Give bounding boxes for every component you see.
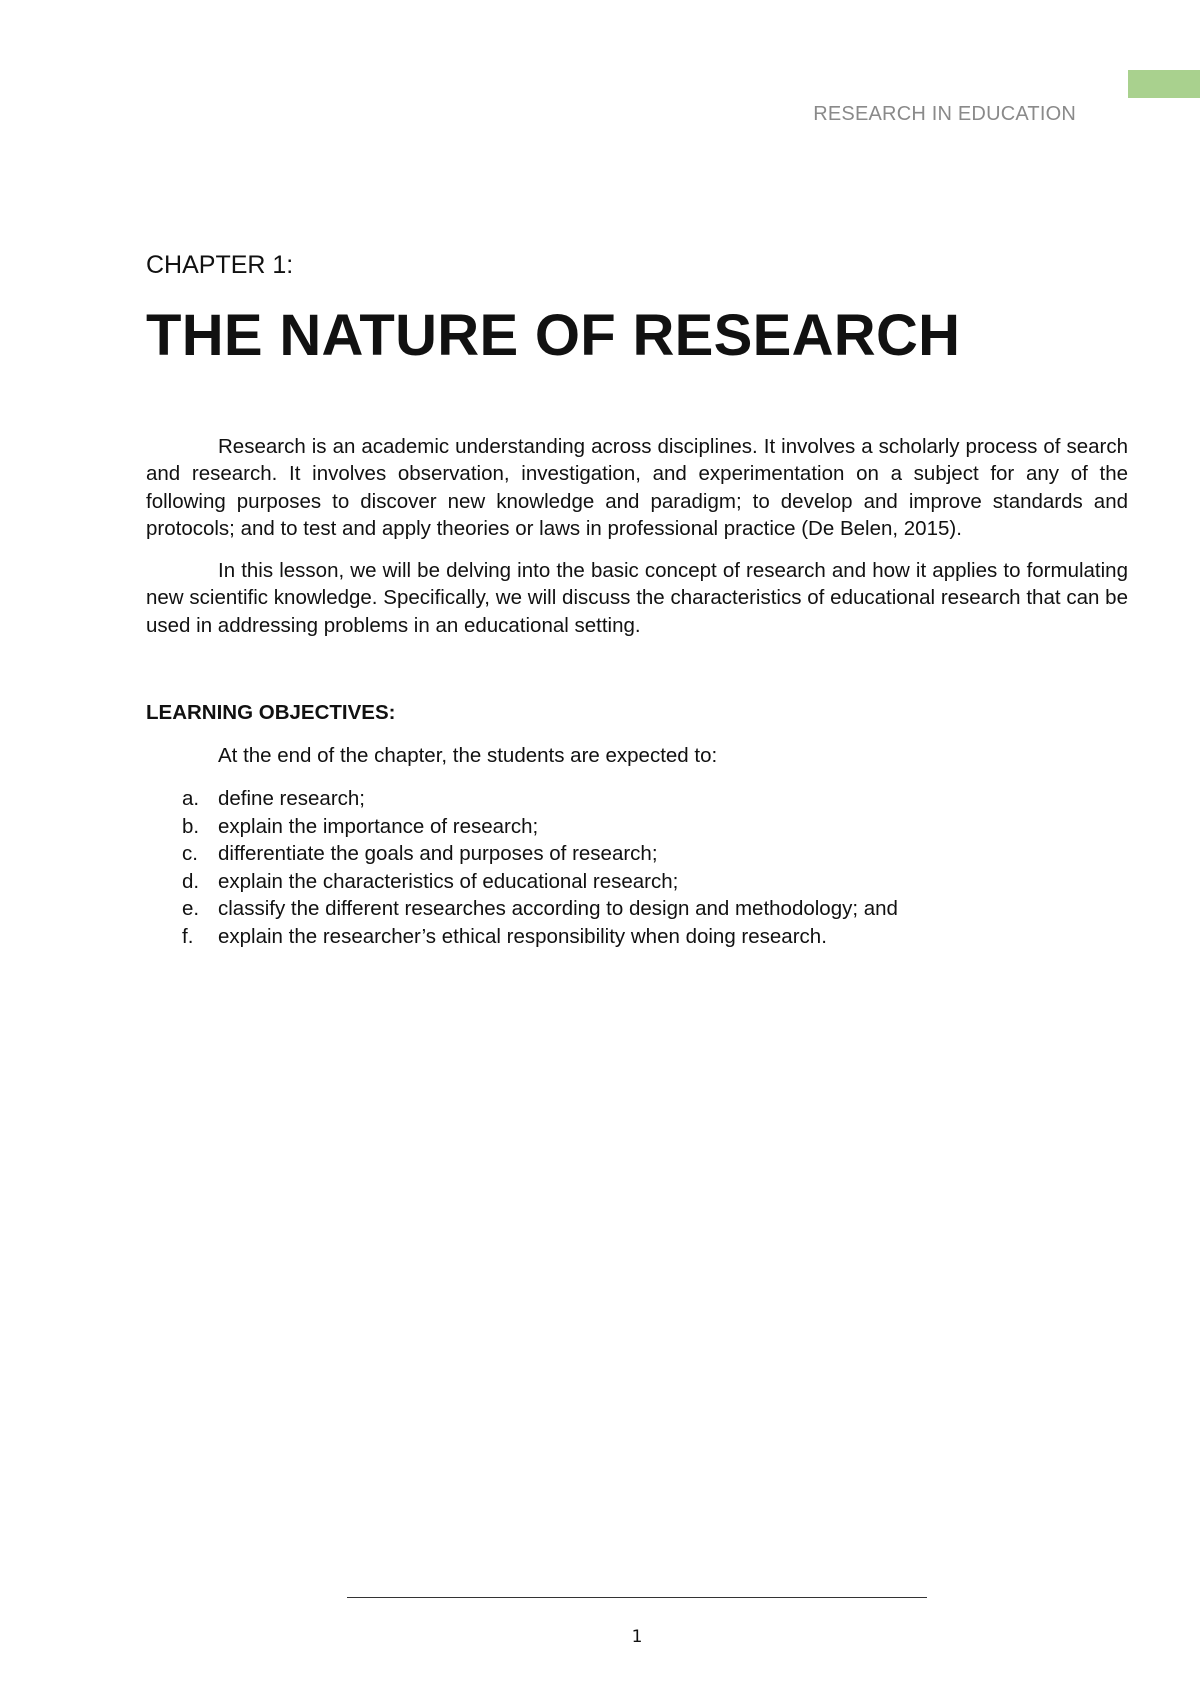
intro-paragraph: Research is an academic understanding across disciplines. It involves a scholarly process of search and research. It involves observation, investigation, and experimentation on a subject for any of the following purposes to discover new knowledge and paradigm; to develop and improve standards and protocols; and to test and apply theories or laws in professional practice (De Belen, 2015). [146, 434, 1128, 541]
page-number: 1 [631, 1627, 643, 1647]
list-item [146, 813, 1128, 841]
page-content [146, 250, 1128, 950]
list-item [146, 868, 1128, 896]
running-header: RESEARCH IN EDUCATION [813, 103, 1076, 125]
footer-divider [347, 1597, 927, 1598]
list-marker: b. [182, 814, 200, 838]
objectives-heading: LEARNING OBJECTIVES: [146, 701, 396, 725]
list-item [146, 923, 1128, 951]
list-marker: e. [182, 897, 200, 921]
list-item-text: explain the importance of research; [218, 814, 539, 838]
objectives-list [146, 785, 1128, 950]
list-item-text: define research; [218, 787, 366, 811]
list-item-text: explain the researcher’s ethical responsibility when doing research. [218, 924, 827, 948]
list-item-text: explain the characteristics of educational research; [218, 869, 679, 893]
list-item [146, 840, 1128, 868]
list-item [146, 895, 1128, 923]
list-item-text: classify the different researches according to design and methodology; and [218, 897, 898, 921]
header-accent-tab [1128, 70, 1200, 98]
list-item-text: differentiate the goals and purposes of research; [218, 842, 658, 866]
chapter-label: CHAPTER 1: [146, 251, 294, 279]
list-marker: d. [182, 869, 200, 893]
lesson-paragraph: In this lesson, we will be delving into the basic concept of research and how it applies to formulating new scientific knowledge. Specifically, we will discuss the characteristics of educational research that can be used in addressing problems in an educational setting. [146, 558, 1128, 637]
list-marker: f. [182, 924, 194, 948]
list-marker: a. [182, 787, 200, 811]
objectives-intro: At the end of the chapter, the students are expected to: [218, 744, 718, 768]
list-item [146, 785, 1128, 813]
chapter-title: THE NATURE OF RESEARCH [146, 303, 961, 368]
list-marker: c. [182, 842, 198, 866]
